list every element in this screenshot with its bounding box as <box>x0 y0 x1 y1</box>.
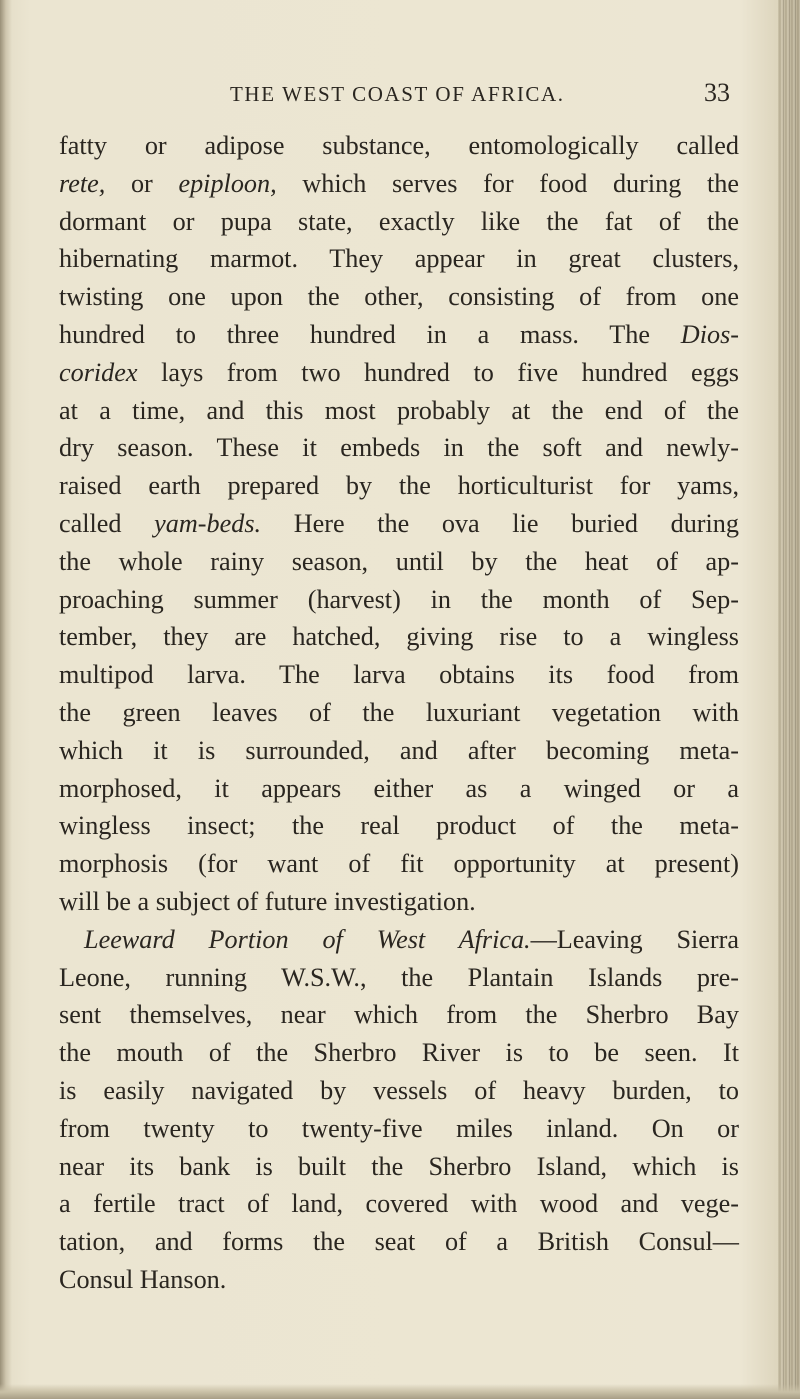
text-run: the green leaves of the luxuriant vegetation with <box>59 697 739 727</box>
text-run: raised earth prepared by the horticulturist for yams, <box>59 471 739 501</box>
italic-run: Dios- <box>680 319 739 349</box>
text-run: is easily navigated by vessels of heavy burden, to <box>59 1075 739 1105</box>
text-run: Here the ova lie buried during <box>261 508 739 538</box>
text-line <box>59 203 739 241</box>
text-line <box>59 807 739 845</box>
text-run: which it is surrounded, and after becoming meta- <box>59 735 739 765</box>
text-line <box>59 1223 739 1261</box>
text-line <box>59 429 739 467</box>
text-run: sent themselves, near which from the Sherbro Bay <box>59 1000 739 1030</box>
text-line <box>59 883 739 921</box>
text-line <box>59 165 739 203</box>
text-run: —Leaving Sierra <box>530 924 739 954</box>
italic-run: Leeward Portion of West Africa. <box>84 924 531 954</box>
page-left-edge <box>0 0 12 1399</box>
text-line <box>59 656 739 694</box>
text-run: will be a subject of future investigation. <box>59 886 476 916</box>
text-run: tation, and forms the seat of a British Consul— <box>59 1227 739 1257</box>
italic-run: coridex <box>59 357 138 387</box>
text-line <box>59 845 739 883</box>
text-line <box>59 543 739 581</box>
text-line <box>59 1148 739 1186</box>
text-run: tember, they are hatched, giving rise to a wingless <box>59 622 739 652</box>
page-fore-edge <box>778 0 800 1399</box>
text-run: at a time, and this most probably at the end of the <box>59 395 739 425</box>
text-run: near its bank is built the Sherbro Island, which is <box>59 1151 739 1181</box>
text-line <box>59 770 739 808</box>
text-run: Consul Hanson. <box>59 1264 227 1294</box>
text-line <box>59 127 739 165</box>
text-run: twisting one upon the other, consisting of from one <box>59 282 739 312</box>
text-line <box>59 1072 739 1110</box>
text-line <box>59 392 739 430</box>
text-line <box>59 354 739 392</box>
text-run: morphosed, it appears either as a winged or a <box>59 773 739 803</box>
text-run: the whole rainy season, until by the heat of ap- <box>59 546 739 576</box>
text-line <box>59 996 739 1034</box>
italic-run: yam-beds. <box>154 508 262 538</box>
italic-run: epiploon, <box>178 168 277 198</box>
text-run: wingless insect; the real product of the meta- <box>59 811 739 841</box>
text-run: fatty or adipose substance, entomologically called <box>59 131 739 160</box>
page-header <box>90 78 740 118</box>
running-head: THE WEST COAST OF AFRICA. <box>230 82 565 106</box>
text-run: the mouth of the Sherbro River is to be seen. It <box>59 1038 739 1068</box>
text-run: lays from two hundred to five hundred eggs <box>137 357 739 387</box>
text-line <box>59 694 739 732</box>
text-run: from twenty to twenty-five miles inland. On or <box>59 1113 739 1143</box>
text-run: dry season. These it embeds in the soft and newly- <box>59 433 739 463</box>
text-line <box>59 618 739 656</box>
text-line <box>59 278 739 316</box>
text-line <box>59 1034 739 1072</box>
text-run: hibernating marmot. They appear in great clusters, <box>59 244 739 274</box>
text-line <box>59 1185 739 1223</box>
text-run: morphosis (for want of fit opportunity at present) <box>59 849 739 879</box>
text-line <box>59 1110 739 1148</box>
text-run: a fertile tract of land, covered with wood and vege- <box>59 1189 739 1219</box>
text-line <box>59 921 739 959</box>
text-run: or <box>105 168 179 198</box>
page-bottom-edge <box>0 1384 800 1399</box>
text-run: called <box>59 508 155 538</box>
text-run: Leone, running W.S.W., the Plantain Islands pre- <box>59 962 739 992</box>
text-line <box>59 732 739 770</box>
text-line <box>59 505 739 543</box>
text-run: dormant or pupa state, exactly like the fat of the <box>59 206 739 236</box>
text-line <box>59 581 739 619</box>
text-run: hundred to three hundred in a mass. The <box>59 319 681 349</box>
text-line <box>59 1261 739 1299</box>
page-number: 33 <box>704 78 730 107</box>
text-run: proaching summer (harvest) in the month of Sep- <box>59 584 739 614</box>
body-text <box>59 127 739 1299</box>
text-line <box>59 240 739 278</box>
text-line <box>59 467 739 505</box>
text-line <box>59 316 739 354</box>
italic-run: rete, <box>59 168 106 198</box>
text-run: which serves for food during the <box>276 168 739 198</box>
text-line <box>59 959 739 997</box>
text-run: multipod larva. The larva obtains its food from <box>59 660 739 690</box>
